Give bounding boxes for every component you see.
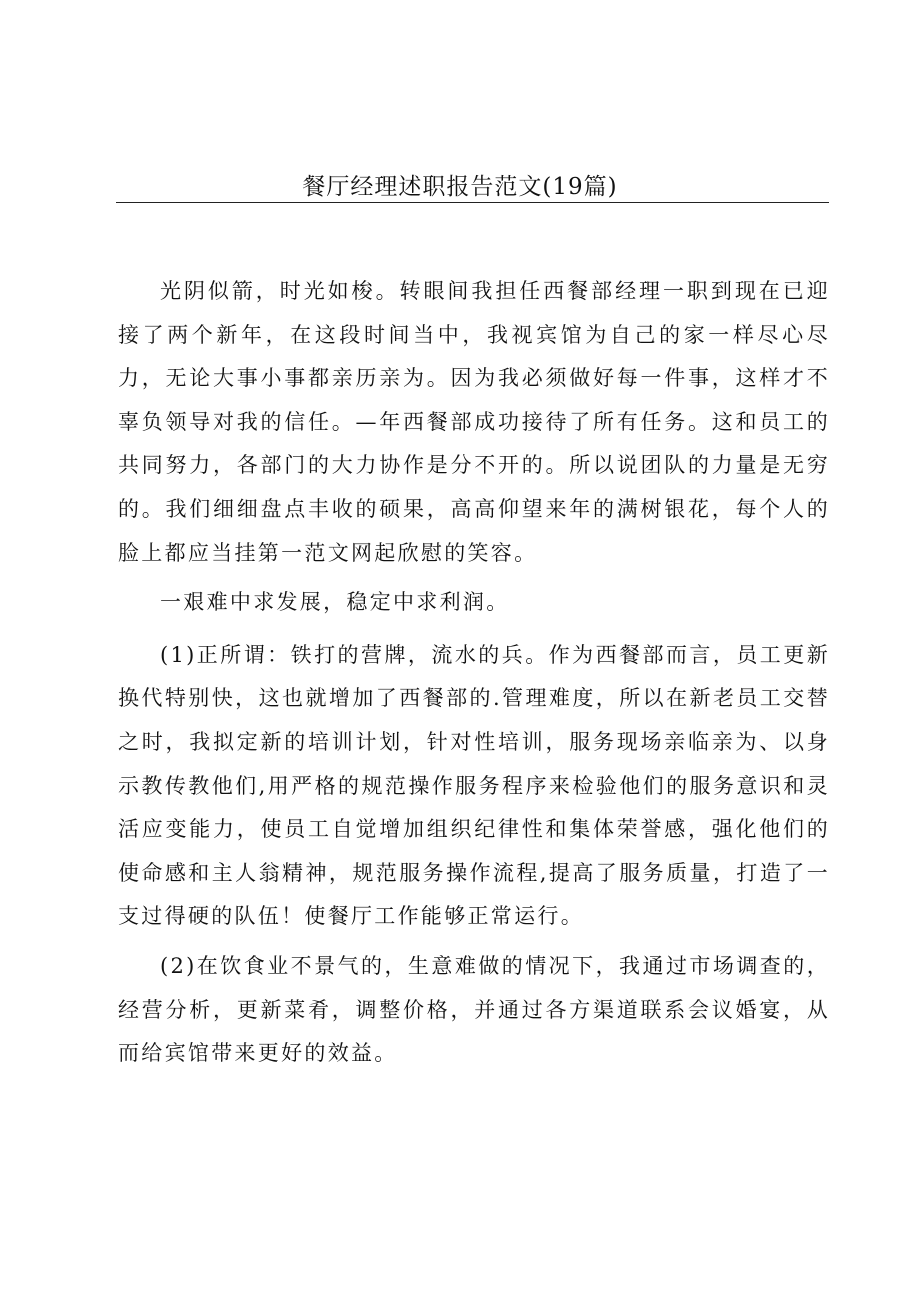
paragraph-section-heading: 一艰难中求发展，稳定中求利润。	[160, 590, 510, 615]
paragraph-intro: 光阴似箭，时光如梭。转眼间我担任西餐部经理一职到现在已迎接了两个新年，在这段时间当中，我视宾馆为自己的家一样尽心尽力，无论大事小事都亲历亲为。因为我必须做好每一件事，这样才不辜负领导对我的信任。—年西餐部成功接待了所有任务。这和员工的共同努力，各部门的大力协作是分不开的。所以说团队的力量是无穷的。我们细细盘点丰收的硕果，高高仰望来年的满树银花，每个人的脸上都应当挂第一范文网起欣慰的笑容。	[118, 279, 830, 565]
paragraph-item-1: (1)正所谓：铁打的营牌，流水的兵。作为西餐部而言，员工更新换代特别快，这也就增加了西餐部的.管理难度，所以在新老员工交替之时，我拟定新的培训计划，针对性培训，服务现场亲临亲为、以身示教传教他们,用严格的规范操作服务程序来检验他们的服务意识和灵活应变能力，使员工自觉增加组织纪律性和集体荣誉感，强化他们的使命感和主人翁精神，规范服务操作流程,提高了服务质量，打造了一支过得硬的队伍！使餐厅工作能够正常运行。	[118, 642, 830, 929]
title-underline	[116, 202, 829, 203]
document-title: 餐厅经理述职报告范文(19篇)	[302, 174, 618, 200]
document-body	[118, 270, 830, 1082]
paragraph-item-2: (2)在饮食业不景气的，生意难做的情况下，我通过市场调查的，经营分析，更新菜肴，调整价格，并通过各方渠道联系会议婚宴，从而给宾馆带来更好的效益。	[118, 953, 830, 1066]
